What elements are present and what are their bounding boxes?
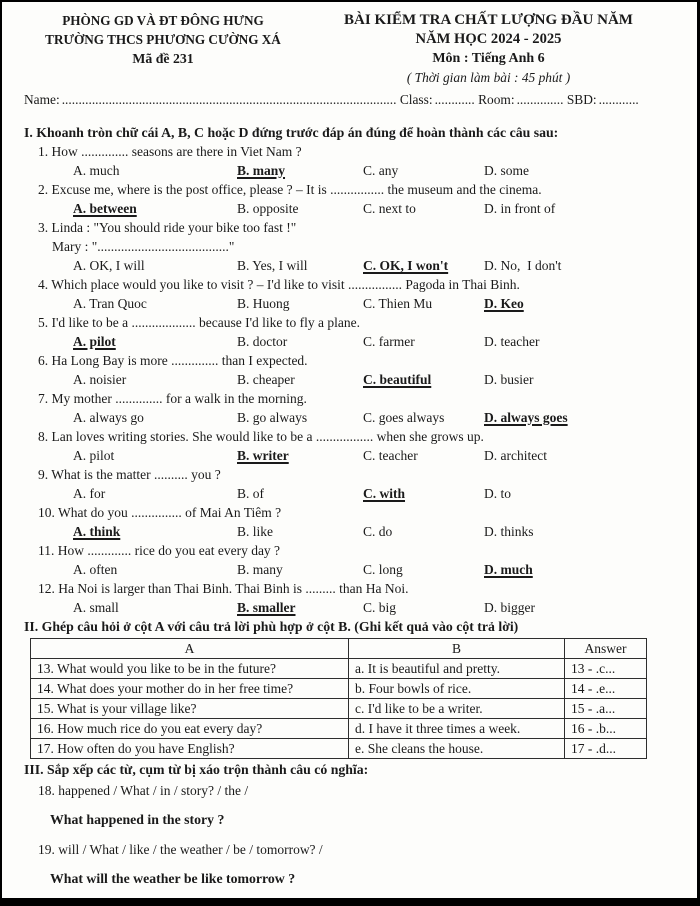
question-6-options [24, 370, 675, 389]
sbd-label: SBD: [566, 92, 597, 107]
question-9-options [24, 484, 675, 503]
question-8-options [24, 446, 675, 465]
option-6-D: D. busier [484, 372, 534, 387]
option-5-D: D. teacher [484, 334, 540, 349]
question-11-text: 11. How ............. rice do you eat every day ? [38, 543, 281, 558]
test-code: Mã đề 231 [132, 51, 194, 66]
rearrange-prompt-19: 19. will / What / like / the weather / be / tomorrow? / [38, 842, 323, 857]
option-6-A: A. noisier [73, 372, 127, 387]
question-12-options [24, 598, 675, 617]
answer-option-cell-17: e. She cleans the house. [349, 739, 565, 759]
question-9 [24, 465, 675, 503]
question-8 [24, 427, 675, 465]
test-info-block [302, 11, 675, 87]
option-3-D: D. No, I don't [484, 258, 562, 273]
question-1 [24, 142, 675, 180]
option-11-B: B. many [237, 562, 283, 577]
name-label: Name: [24, 92, 60, 107]
section-three-title: III. Sắp xếp các từ, cụm từ bị xáo trộn thành câu có nghĩa: [24, 762, 369, 777]
option-5-B: B. doctor [237, 334, 288, 349]
option-3-C-correct-answer: C. OK, I won't [363, 258, 449, 273]
name-blank-field: .................................................................................................... [61, 92, 397, 107]
question-3-options [24, 256, 675, 275]
question-cell-14: 14. What does your mother do in her free time? [31, 679, 349, 699]
option-12-D: D. bigger [484, 600, 535, 615]
option-10-D: D. thinks [484, 524, 534, 539]
question-2-text: 2. Excuse me, where is the post office, please ? – It is ................ the museum and the cinema. [38, 182, 542, 197]
test-title: BÀI KIỂM TRA CHẤT LƯỢNG ĐẦU NĂM [344, 12, 633, 28]
question-1-text: 1. How .............. seasons are there in Viet Nam ? [38, 144, 302, 159]
column-header-b: B [349, 639, 565, 659]
option-10-C: C. do [363, 524, 393, 539]
matching-table [30, 638, 647, 759]
option-10-A-correct-answer: A. think [73, 524, 121, 539]
school-year: NĂM HỌC 2024 - 2025 [415, 31, 562, 47]
column-header-answer: Answer [565, 639, 647, 659]
option-5-C: C. farmer [363, 334, 415, 349]
option-3-B: B. Yes, I will [237, 258, 308, 273]
option-12-A: A. small [73, 600, 119, 615]
question-7-text: 7. My mother .............. for a walk in the morning. [38, 391, 307, 406]
option-8-B-correct-answer: B. writer [237, 448, 289, 463]
option-9-C-correct-answer: C. with [363, 486, 406, 501]
matching-row-13 [31, 659, 647, 679]
matching-row-16 [31, 719, 647, 739]
question-cell-15: 15. What is your village like? [31, 699, 349, 719]
option-12-C: C. big [363, 600, 397, 615]
option-2-B: B. opposite [237, 201, 299, 216]
result-cell-13: 13 - .c... [565, 659, 647, 679]
option-1-B-correct-answer: B. many [237, 163, 286, 178]
question-10-options [24, 522, 675, 541]
answer-option-cell-15: c. I'd like to be a writer. [349, 699, 565, 719]
duration: ( Thời gian làm bài : 45 phút ) [406, 70, 571, 85]
option-8-A: A. pilot [73, 448, 115, 463]
question-cell-13: 13. What would you like to be in the future? [31, 659, 349, 679]
question-11-options [24, 560, 675, 579]
option-6-B: B. cheaper [237, 372, 295, 387]
option-1-A: A. much [73, 163, 120, 178]
question-10 [24, 503, 675, 541]
question-10-text: 10. What do you ............... of Mai An Tiêm ? [38, 505, 282, 520]
option-7-D-correct-answer: D. always goes [484, 410, 568, 425]
department-name: PHÒNG GD VÀ ĐT ĐÔNG HƯNG [62, 13, 264, 28]
option-11-D-correct-answer: D. much [484, 562, 533, 577]
option-4-B: B. Huong [237, 296, 290, 311]
option-6-C-correct-answer: C. beautiful [363, 372, 432, 387]
option-2-C: C. next to [363, 201, 416, 216]
question-12 [24, 579, 675, 617]
option-7-B: B. go always [237, 410, 308, 425]
option-7-C: C. goes always [363, 410, 445, 425]
option-10-B: B. like [237, 524, 273, 539]
result-cell-17: 17 - .d... [565, 739, 647, 759]
matching-row-17 [31, 739, 647, 759]
question-5-options [24, 332, 675, 351]
option-11-C: C. long [363, 562, 403, 577]
page-content [2, 2, 697, 888]
option-1-D: D. some [484, 163, 529, 178]
question-1-options [24, 161, 675, 180]
option-9-A: A. for [73, 486, 106, 501]
option-8-D: D. architect [484, 448, 547, 463]
question-11 [24, 541, 675, 579]
class-label: Class: [399, 92, 433, 107]
option-11-A: A. often [73, 562, 118, 577]
question-12-text: 12. Ha Noi is larger than Thai Binh. Thai Binh is ......... than Ha Noi. [38, 581, 409, 596]
result-cell-15: 15 - .a... [565, 699, 647, 719]
rearrange-prompt-18: 18. happened / What / in / story? / the / [38, 783, 249, 798]
multiple-choice-questions [24, 142, 675, 617]
option-9-D: D. to [484, 486, 511, 501]
option-5-A-correct-answer: A. pilot [73, 334, 116, 349]
option-3-A: A. OK, I will [73, 258, 145, 273]
answer-option-cell-14: b. Four bowls of rice. [349, 679, 565, 699]
option-4-A: A. Tran Quoc [73, 296, 147, 311]
subject: Môn : Tiếng Anh 6 [432, 51, 545, 66]
option-4-C: C. Thien Mu [363, 296, 433, 311]
school-info-block [24, 11, 302, 87]
question-2 [24, 180, 675, 218]
matching-table-header-row [31, 639, 647, 659]
rearrange-answer-18: What happened in the story ? [50, 812, 225, 827]
option-2-D: D. in front of [484, 201, 556, 216]
option-4-D-correct-answer: D. Keo [484, 296, 524, 311]
class-blank-field: ............ [434, 92, 475, 107]
document-header [24, 11, 675, 87]
question-4 [24, 275, 675, 313]
room-label: Room: [478, 92, 515, 107]
question-cell-16: 16. How much rice do you eat every day? [31, 719, 349, 739]
result-cell-14: 14 - .e... [565, 679, 647, 699]
rearrange-answer-19: What will the weather be like tomorrow ? [50, 871, 296, 886]
question-7 [24, 389, 675, 427]
section-two-title: II. Ghép câu hỏi ở cột A với câu trả lời phù hợp ở cột B. (Ghi kết quả vào cột trả lời) [24, 619, 519, 634]
sbd-blank-field: ............ [598, 92, 639, 107]
column-header-a: A [31, 639, 349, 659]
question-6-text: 6. Ha Long Bay is more .............. than I expected. [38, 353, 308, 368]
option-12-B-correct-answer: B. smaller [237, 600, 296, 615]
option-2-A-correct-answer: A. between [73, 201, 137, 216]
matching-row-15 [31, 699, 647, 719]
matching-row-14 [31, 679, 647, 699]
question-6 [24, 351, 675, 389]
question-2-options [24, 199, 675, 218]
question-8-text: 8. Lan loves writing stories. She would like to be a ................. when she grows up. [38, 429, 484, 444]
section-one-title: I. Khoanh tròn chữ cái A, B, C hoặc D đứng trước đáp án đúng để hoàn thành các câu sau: [24, 125, 559, 140]
rearrange-questions [24, 781, 675, 888]
question-3 [24, 218, 675, 275]
school-name: TRƯỜNG THCS PHƯƠNG CƯỜNG XÁ [45, 32, 281, 47]
question-5 [24, 313, 675, 351]
question-3-text: 3. Linda : "You should ride your bike too fast !" [38, 220, 297, 235]
question-4-options [24, 294, 675, 313]
option-8-C: C. teacher [363, 448, 418, 463]
question-3-continuation: Mary : "......................................." [52, 239, 235, 254]
question-9-text: 9. What is the matter .......... you ? [38, 467, 221, 482]
question-4-text: 4. Which place would you like to visit ? – I'd like to visit ................ Pagoda in Thai Binh. [38, 277, 520, 292]
answer-option-cell-16: d. I have it three times a week. [349, 719, 565, 739]
question-cell-17: 17. How often do you have English? [31, 739, 349, 759]
question-5-text: 5. I'd like to be a ................... because I'd like to fly a plane. [38, 315, 361, 330]
result-cell-16: 16 - .b... [565, 719, 647, 739]
student-info-line [24, 90, 675, 109]
question-7-options [24, 408, 675, 427]
option-1-C: C. any [363, 163, 399, 178]
room-blank-field: .............. [516, 92, 564, 107]
option-7-A: A. always go [73, 410, 144, 425]
answer-option-cell-13: a. It is beautiful and pretty. [349, 659, 565, 679]
option-9-B: B. of [237, 486, 264, 501]
